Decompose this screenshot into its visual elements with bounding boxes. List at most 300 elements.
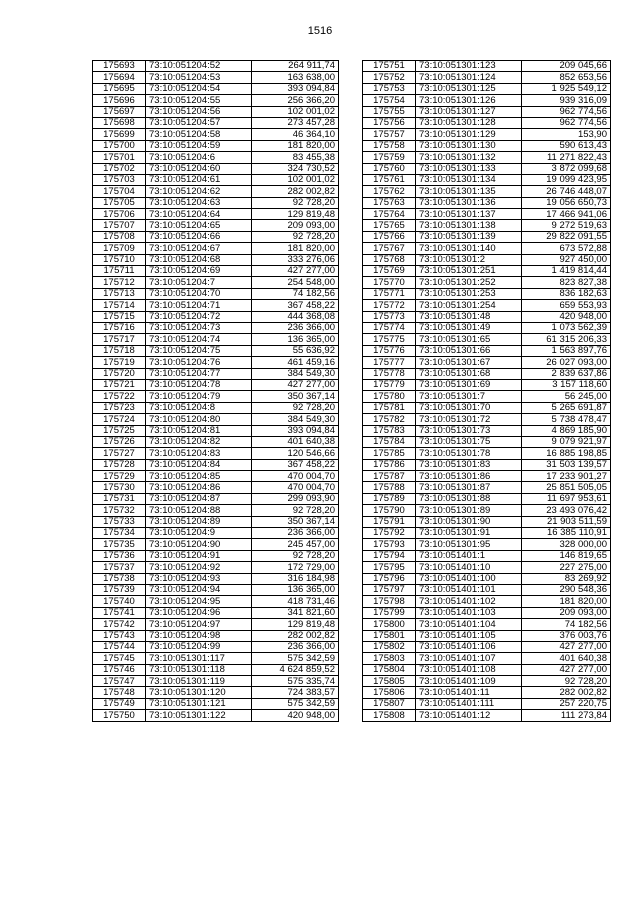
cadastral-value: 461 459,16 (252, 357, 339, 368)
table-row (363, 550, 611, 561)
cadastral-value: 3 157 118,60 (522, 379, 611, 390)
cadastral-value: 102 001,02 (252, 106, 339, 117)
table-row (363, 402, 611, 413)
cadastral-value: 427 277,00 (252, 379, 339, 390)
row-number: 175717 (93, 334, 146, 345)
cadastral-value: 282 002,82 (522, 687, 611, 698)
table-row (363, 357, 611, 368)
cadastral-value: 26 027 093,00 (522, 357, 611, 368)
table-row (363, 368, 611, 379)
cadastral-value: 181 820,00 (252, 243, 339, 254)
cadastral-value: 102 001,02 (252, 174, 339, 185)
cadastral-value: 282 002,82 (252, 630, 339, 641)
cadastral-number: 73:10:051301:119 (146, 676, 252, 687)
cadastral-number: 73:10:051204:72 (146, 311, 252, 322)
cadastral-number: 73:10:051204:8 (146, 402, 252, 413)
cadastral-number: 73:10:051301:91 (416, 528, 522, 539)
table-row (363, 482, 611, 493)
cadastral-value: 4 624 859,52 (252, 664, 339, 675)
row-number: 175761 (363, 174, 416, 185)
cadastral-value: 120 546,66 (252, 448, 339, 459)
cadastral-number: 73:10:051301:72 (416, 414, 522, 425)
cadastral-number: 73:10:051401:12 (416, 710, 522, 721)
table-row (93, 710, 339, 721)
table-row (93, 471, 339, 482)
table-row (363, 493, 611, 504)
cadastral-value: 163 638,00 (252, 72, 339, 83)
cadastral-value: 659 553,93 (522, 300, 611, 311)
cadastral-value: 962 774,56 (522, 106, 611, 117)
row-number: 175805 (363, 676, 416, 687)
table-row (93, 266, 339, 277)
table-row (93, 425, 339, 436)
cadastral-number: 73:10:051204:69 (146, 266, 252, 277)
cadastral-value: 236 366,00 (252, 528, 339, 539)
cadastral-number: 73:10:051204:60 (146, 163, 252, 174)
cadastral-value: 470 004,70 (252, 482, 339, 493)
row-number: 175696 (93, 95, 146, 106)
table-row (93, 414, 339, 425)
cadastral-number: 73:10:051301:48 (416, 311, 522, 322)
table-row (93, 106, 339, 117)
row-number: 175749 (93, 698, 146, 709)
cadastral-number: 73:10:051301:129 (416, 129, 522, 140)
table-row (363, 653, 611, 664)
table-row (363, 698, 611, 709)
table-row (93, 448, 339, 459)
cadastral-value: 470 004,70 (252, 471, 339, 482)
cadastral-number: 73:10:051204:75 (146, 345, 252, 356)
row-number: 175782 (363, 414, 416, 425)
table-row (93, 174, 339, 185)
table-row (363, 231, 611, 242)
table-row (363, 209, 611, 220)
cadastral-value: 31 503 139,57 (522, 459, 611, 470)
table-row (93, 379, 339, 390)
table-row (363, 676, 611, 687)
cadastral-number: 73:10:051204:70 (146, 288, 252, 299)
cadastral-number: 73:10:051301:89 (416, 505, 522, 516)
table-row (93, 277, 339, 288)
table-row (363, 345, 611, 356)
table-row (93, 288, 339, 299)
cadastral-value: 136 365,00 (252, 334, 339, 345)
table-row (93, 368, 339, 379)
row-number: 175772 (363, 300, 416, 311)
cadastral-value: 92 728,20 (252, 197, 339, 208)
table-row (363, 174, 611, 185)
cadastral-value: 146 819,65 (522, 550, 611, 561)
cadastral-value: 384 549,30 (252, 414, 339, 425)
row-number: 175729 (93, 471, 146, 482)
table-row (93, 95, 339, 106)
cadastral-number: 73:10:051301:70 (416, 402, 522, 413)
table-row (363, 425, 611, 436)
row-number: 175704 (93, 186, 146, 197)
cadastral-number: 73:10:051301:69 (416, 379, 522, 390)
cadastral-value: 3 872 099,68 (522, 163, 611, 174)
cadastral-number: 73:10:051204:88 (146, 505, 252, 516)
row-number: 175731 (93, 493, 146, 504)
table-row (363, 584, 611, 595)
row-number: 175763 (363, 197, 416, 208)
cadastral-value: 83 269,92 (522, 573, 611, 584)
cadastral-value: 136 365,00 (252, 584, 339, 595)
row-number: 175738 (93, 573, 146, 584)
row-number: 175739 (93, 584, 146, 595)
cadastral-value: 92 728,20 (522, 676, 611, 687)
row-number: 175694 (93, 72, 146, 83)
cadastral-value: 575 342,59 (252, 653, 339, 664)
cadastral-number: 73:10:051204:58 (146, 129, 252, 140)
row-number: 175765 (363, 220, 416, 231)
cadastral-number: 73:10:051401:106 (416, 641, 522, 652)
cadastral-value: 245 457,00 (252, 539, 339, 550)
row-number: 175800 (363, 619, 416, 630)
table-row (363, 197, 611, 208)
cadastral-number: 73:10:051204:95 (146, 596, 252, 607)
cadastral-value: 927 450,00 (522, 254, 611, 265)
row-number: 175727 (93, 448, 146, 459)
cadastral-value: 74 182,56 (252, 288, 339, 299)
row-number: 175769 (363, 266, 416, 277)
cadastral-number: 73:10:051204:52 (146, 61, 252, 72)
cadastral-value: 227 275,00 (522, 562, 611, 573)
cadastral-number: 73:10:051301:254 (416, 300, 522, 311)
row-number: 175736 (93, 550, 146, 561)
row-number: 175709 (93, 243, 146, 254)
cadastral-value: 367 458,22 (252, 459, 339, 470)
cadastral-value: 333 276,06 (252, 254, 339, 265)
table-row (93, 311, 339, 322)
row-number: 175720 (93, 368, 146, 379)
cadastral-value: 350 367,14 (252, 391, 339, 402)
row-number: 175794 (363, 550, 416, 561)
table-row (363, 140, 611, 151)
cadastral-number: 73:10:051301:90 (416, 516, 522, 527)
cadastral-number: 73:10:051204:74 (146, 334, 252, 345)
cadastral-value: 427 277,00 (522, 641, 611, 652)
cadastral-value: 962 774,56 (522, 117, 611, 128)
cadastral-number: 73:10:051301:83 (416, 459, 522, 470)
cadastral-value: 11 271 822,43 (522, 152, 611, 163)
row-number: 175732 (93, 505, 146, 516)
cadastral-value: 172 729,00 (252, 562, 339, 573)
cadastral-number: 73:10:051401:100 (416, 573, 522, 584)
table-row (363, 266, 611, 277)
table-row (93, 254, 339, 265)
cadastral-number: 73:10:051204:76 (146, 357, 252, 368)
row-number: 175745 (93, 653, 146, 664)
cadastral-number: 73:10:051204:7 (146, 277, 252, 288)
cadastral-value: 19 056 650,73 (522, 197, 611, 208)
cadastral-value: 181 820,00 (252, 140, 339, 151)
cadastral-value: 376 003,76 (522, 630, 611, 641)
cadastral-value: 111 273,84 (522, 710, 611, 721)
row-number: 175790 (363, 505, 416, 516)
cadastral-number: 73:10:051401:111 (416, 698, 522, 709)
cadastral-number: 73:10:051204:65 (146, 220, 252, 231)
cadastral-number: 73:10:051301:67 (416, 357, 522, 368)
cadastral-number: 73:10:051301:136 (416, 197, 522, 208)
row-number: 175783 (363, 425, 416, 436)
cadastral-number: 73:10:051204:94 (146, 584, 252, 595)
table-row (93, 596, 339, 607)
table-row (363, 163, 611, 174)
row-number: 175780 (363, 391, 416, 402)
cadastral-value: 26 746 448,07 (522, 186, 611, 197)
table-row (363, 630, 611, 641)
cadastral-value: 153,90 (522, 129, 611, 140)
row-number: 175733 (93, 516, 146, 527)
row-number: 175728 (93, 459, 146, 470)
cadastral-number: 73:10:051301:2 (416, 254, 522, 265)
cadastral-value: 328 000,00 (522, 539, 611, 550)
row-number: 175721 (93, 379, 146, 390)
cadastral-number: 73:10:051204:67 (146, 243, 252, 254)
row-number: 175781 (363, 402, 416, 413)
cadastral-number: 73:10:051301:95 (416, 539, 522, 550)
table-row (93, 152, 339, 163)
cadastral-value: 299 093,90 (252, 493, 339, 504)
table-row (93, 528, 339, 539)
table-row (363, 607, 611, 618)
cadastral-value: 384 549,30 (252, 368, 339, 379)
table-row (93, 197, 339, 208)
table-row (363, 414, 611, 425)
row-number: 175802 (363, 641, 416, 652)
cadastral-number: 73:10:051204:66 (146, 231, 252, 242)
row-number: 175716 (93, 322, 146, 333)
cadastral-number: 73:10:051204:62 (146, 186, 252, 197)
row-number: 175786 (363, 459, 416, 470)
cadastral-number: 73:10:051204:98 (146, 630, 252, 641)
row-number: 175754 (363, 95, 416, 106)
row-number: 175799 (363, 607, 416, 618)
cadastral-number: 73:10:051301:73 (416, 425, 522, 436)
table-row (363, 436, 611, 447)
cadastral-value: 61 315 206,33 (522, 334, 611, 345)
cadastral-number: 73:10:051204:89 (146, 516, 252, 527)
row-number: 175773 (363, 311, 416, 322)
table-row (363, 710, 611, 721)
table-row (363, 300, 611, 311)
row-number: 175750 (93, 710, 146, 721)
cadastral-value: 209 093,00 (522, 607, 611, 618)
row-number: 175771 (363, 288, 416, 299)
cadastral-value: 1 563 897,76 (522, 345, 611, 356)
row-number: 175753 (363, 83, 416, 94)
cadastral-number: 73:10:051204:90 (146, 539, 252, 550)
table-row (93, 676, 339, 687)
cadastral-value: 257 220,75 (522, 698, 611, 709)
row-number: 175693 (93, 61, 146, 72)
cadastral-value: 254 548,00 (252, 277, 339, 288)
cadastral-number: 73:10:051204:99 (146, 641, 252, 652)
table-row (93, 391, 339, 402)
row-number: 175747 (93, 676, 146, 687)
row-number: 175719 (93, 357, 146, 368)
table-row (363, 220, 611, 231)
cadastral-value: 852 653,56 (522, 72, 611, 83)
cadastral-number: 73:10:051301:75 (416, 436, 522, 447)
table-row (93, 482, 339, 493)
table-row (93, 493, 339, 504)
cadastral-value: 264 911,74 (252, 61, 339, 72)
cadastral-number: 73:10:051204:55 (146, 95, 252, 106)
table-row (363, 322, 611, 333)
cadastral-number: 73:10:051301:121 (146, 698, 252, 709)
cadastral-number: 73:10:051401:10 (416, 562, 522, 573)
cadastral-value: 181 820,00 (522, 596, 611, 607)
cadastral-number: 73:10:051301:65 (416, 334, 522, 345)
cadastral-value: 16 885 198,85 (522, 448, 611, 459)
row-number: 175751 (363, 61, 416, 72)
cadastral-number: 73:10:051301:87 (416, 482, 522, 493)
cadastral-value: 16 385 110,91 (522, 528, 611, 539)
cadastral-value: 2 839 637,86 (522, 368, 611, 379)
row-number: 175776 (363, 345, 416, 356)
table-row (363, 562, 611, 573)
table-row (363, 254, 611, 265)
cadastral-number: 73:10:051204:68 (146, 254, 252, 265)
cadastral-number: 73:10:051401:105 (416, 630, 522, 641)
table-row (363, 277, 611, 288)
cadastral-value: 9 272 519,63 (522, 220, 611, 231)
table-row (363, 573, 611, 584)
row-number: 175767 (363, 243, 416, 254)
cadastral-number: 73:10:051204:57 (146, 117, 252, 128)
cadastral-value: 256 366,20 (252, 95, 339, 106)
cadastral-number: 73:10:051204:91 (146, 550, 252, 561)
row-number: 175708 (93, 231, 146, 242)
row-number: 175701 (93, 152, 146, 163)
cadastral-value: 590 613,43 (522, 140, 611, 151)
cadastral-value: 273 457,28 (252, 117, 339, 128)
cadastral-number: 73:10:051204:81 (146, 425, 252, 436)
cadastral-number: 73:10:051204:97 (146, 619, 252, 630)
row-number: 175710 (93, 254, 146, 265)
table-row (93, 687, 339, 698)
cadastral-value: 92 728,20 (252, 550, 339, 561)
row-number: 175705 (93, 197, 146, 208)
row-number: 175712 (93, 277, 146, 288)
row-number: 175759 (363, 152, 416, 163)
cadastral-number: 73:10:051204:85 (146, 471, 252, 482)
table-row (363, 391, 611, 402)
cadastral-value: 19 099 423,95 (522, 174, 611, 185)
cadastral-value: 350 367,14 (252, 516, 339, 527)
row-number: 175755 (363, 106, 416, 117)
table-row (93, 641, 339, 652)
row-number: 175737 (93, 562, 146, 573)
row-number: 175697 (93, 106, 146, 117)
cadastral-number: 73:10:051301:120 (146, 687, 252, 698)
cadastral-value: 74 182,56 (522, 619, 611, 630)
table-row (93, 505, 339, 516)
table-row (93, 129, 339, 140)
cadastral-number: 73:10:051301:128 (416, 117, 522, 128)
cadastral-number: 73:10:051204:96 (146, 607, 252, 618)
cadastral-value: 92 728,20 (252, 402, 339, 413)
table-row (93, 573, 339, 584)
table-row (363, 505, 611, 516)
row-number: 175734 (93, 528, 146, 539)
cadastral-value: 5 265 691,87 (522, 402, 611, 413)
table-row (363, 664, 611, 675)
cadastral-value: 427 277,00 (252, 266, 339, 277)
register-table-right (362, 60, 611, 722)
row-number: 175703 (93, 174, 146, 185)
cadastral-number: 73:10:051301:138 (416, 220, 522, 231)
table-row (363, 106, 611, 117)
table-row (93, 220, 339, 231)
cadastral-number: 73:10:051401:102 (416, 596, 522, 607)
cadastral-number: 73:10:051204:93 (146, 573, 252, 584)
row-number: 175741 (93, 607, 146, 618)
cadastral-number: 73:10:051301:133 (416, 163, 522, 174)
cadastral-number: 73:10:051401:103 (416, 607, 522, 618)
table-row (93, 345, 339, 356)
table-row (93, 550, 339, 561)
table-row (93, 163, 339, 174)
row-number: 175698 (93, 117, 146, 128)
cadastral-number: 73:10:051204:78 (146, 379, 252, 390)
table-row (93, 322, 339, 333)
cadastral-value: 444 368,08 (252, 311, 339, 322)
cadastral-number: 73:10:051301:135 (416, 186, 522, 197)
cadastral-number: 73:10:051204:86 (146, 482, 252, 493)
table-row (363, 311, 611, 322)
cadastral-value: 401 640,38 (522, 653, 611, 664)
table-row (363, 243, 611, 254)
table-row (363, 95, 611, 106)
cadastral-value: 46 364,10 (252, 129, 339, 140)
row-number: 175742 (93, 619, 146, 630)
row-number: 175699 (93, 129, 146, 140)
table-row (93, 61, 339, 72)
cadastral-number: 73:10:051301:130 (416, 140, 522, 151)
cadastral-number: 73:10:051301:125 (416, 83, 522, 94)
table-row (363, 516, 611, 527)
cadastral-value: 29 822 091,55 (522, 231, 611, 242)
table-row (363, 641, 611, 652)
cadastral-value: 129 819,48 (252, 619, 339, 630)
cadastral-value: 55 636,92 (252, 345, 339, 356)
cadastral-value: 427 277,00 (522, 664, 611, 675)
table-row (363, 83, 611, 94)
cadastral-number: 73:10:051301:253 (416, 288, 522, 299)
table-row (93, 607, 339, 618)
row-number: 175695 (93, 83, 146, 94)
cadastral-value: 9 079 921,97 (522, 436, 611, 447)
cadastral-value: 575 335,74 (252, 676, 339, 687)
cadastral-number: 73:10:051204:64 (146, 209, 252, 220)
table-row (363, 288, 611, 299)
table-row (363, 186, 611, 197)
cadastral-number: 73:10:051401:11 (416, 687, 522, 698)
cadastral-number: 73:10:051301:86 (416, 471, 522, 482)
cadastral-number: 73:10:051301:49 (416, 322, 522, 333)
row-number: 175798 (363, 596, 416, 607)
cadastral-value: 341 821,60 (252, 607, 339, 618)
table-row (93, 72, 339, 83)
cadastral-number: 73:10:051401:108 (416, 664, 522, 675)
cadastral-value: 5 738 478,47 (522, 414, 611, 425)
cadastral-value: 420 948,00 (522, 311, 611, 322)
cadastral-value: 129 819,48 (252, 209, 339, 220)
table-row (363, 334, 611, 345)
